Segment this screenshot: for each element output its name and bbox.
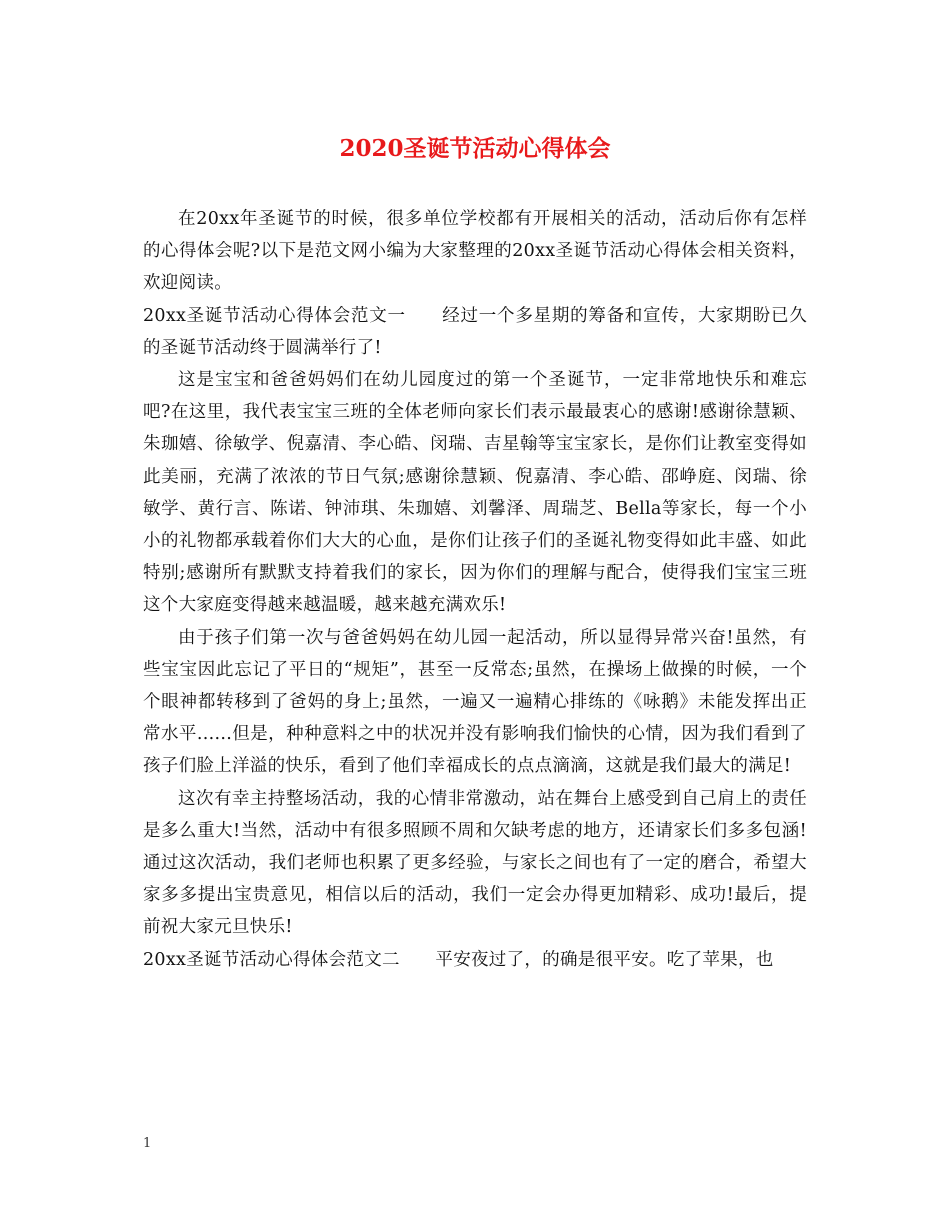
document-body	[143, 203, 807, 976]
hosting-paragraph: 这次有幸主持整场活动，我的心情非常激动，站在舞台上感受到自己肩上的责任是多么重大!当然，活动中有很多照顾不周和欠缺考虑的地方，还请家长们多多包涵!通过这次活动，我们老师也积累了更多经验，与家长之间也有了一定的磨合，希望大家多多提出宝贵意见，相信以后的活动，我们一定会办得更加精彩、成功!最后，提前祝大家元旦快乐!	[143, 788, 807, 938]
document-title: 2020圣诞节活动心得体会	[339, 135, 611, 162]
thanks-paragraph: 这是宝宝和爸爸妈妈们在幼儿园度过的第一个圣诞节，一定非常地快乐和难忘吧?在这里，我代表宝宝三班的全体老师向家长们表示最最衷心的感谢!感谢徐慧颖、朱珈嬉、徐敏学、倪嘉清、李心皓、闵瑞、吉星翰等宝宝家长，是你们让教室变得如此美丽，充满了浓浓的节日气氛;感谢徐慧颖、倪嘉清、李心皓、邵峥庭、闵瑞、徐敏学、黄行言、陈诺、钟沛琪、朱珈嬉、刘馨泽、周瑞芝、Bella等家长，每一个小小的礼物都承载着你们大大的心血，是你们让孩子们的圣诞礼物变得如此丰盛、如此特别;感谢所有默默支持着我们的家长，因为你们的理解与配合，使得我们宝宝三班这个大家庭变得越来越温暖，越来越充满欢乐!	[143, 370, 807, 616]
sample-two-heading-paragraph: 20xx圣诞节活动心得体会范文二 平安夜过了，的确是很平安。吃了苹果，也	[143, 949, 774, 970]
page-number: 1	[143, 1136, 152, 1151]
intro-paragraph: 在20xx年圣诞节的时候，很多单位学校都有开展相关的活动，活动后你有怎样的心得体会呢?以下是范文网小编为大家整理的20xx圣诞节活动心得体会相关资料，欢迎阅读。	[143, 209, 807, 294]
excitement-paragraph: 由于孩子们第一次与爸爸妈妈在幼儿园一起活动，所以显得异常兴奋!虽然，有些宝宝因此忘记了平日的“规矩”，甚至一反常态;虽然，在操场上做操的时候，一个个眼神都转移到了爸妈的身上;虽然，一遍又一遍精心排练的《咏鹅》未能发挥出正常水平......但是，种种意料之中的状况并没有影响我们愉快的心情，因为我们看到了孩子们脸上洋溢的快乐，看到了他们幸福成长的点点滴滴，这就是我们最大的满足!	[143, 627, 807, 777]
sample-one-heading-paragraph: 20xx圣诞节活动心得体会范文一 经过一个多星期的筹备和宣传，大家期盼已久的圣诞节活动终于圆满举行了!	[143, 305, 807, 358]
